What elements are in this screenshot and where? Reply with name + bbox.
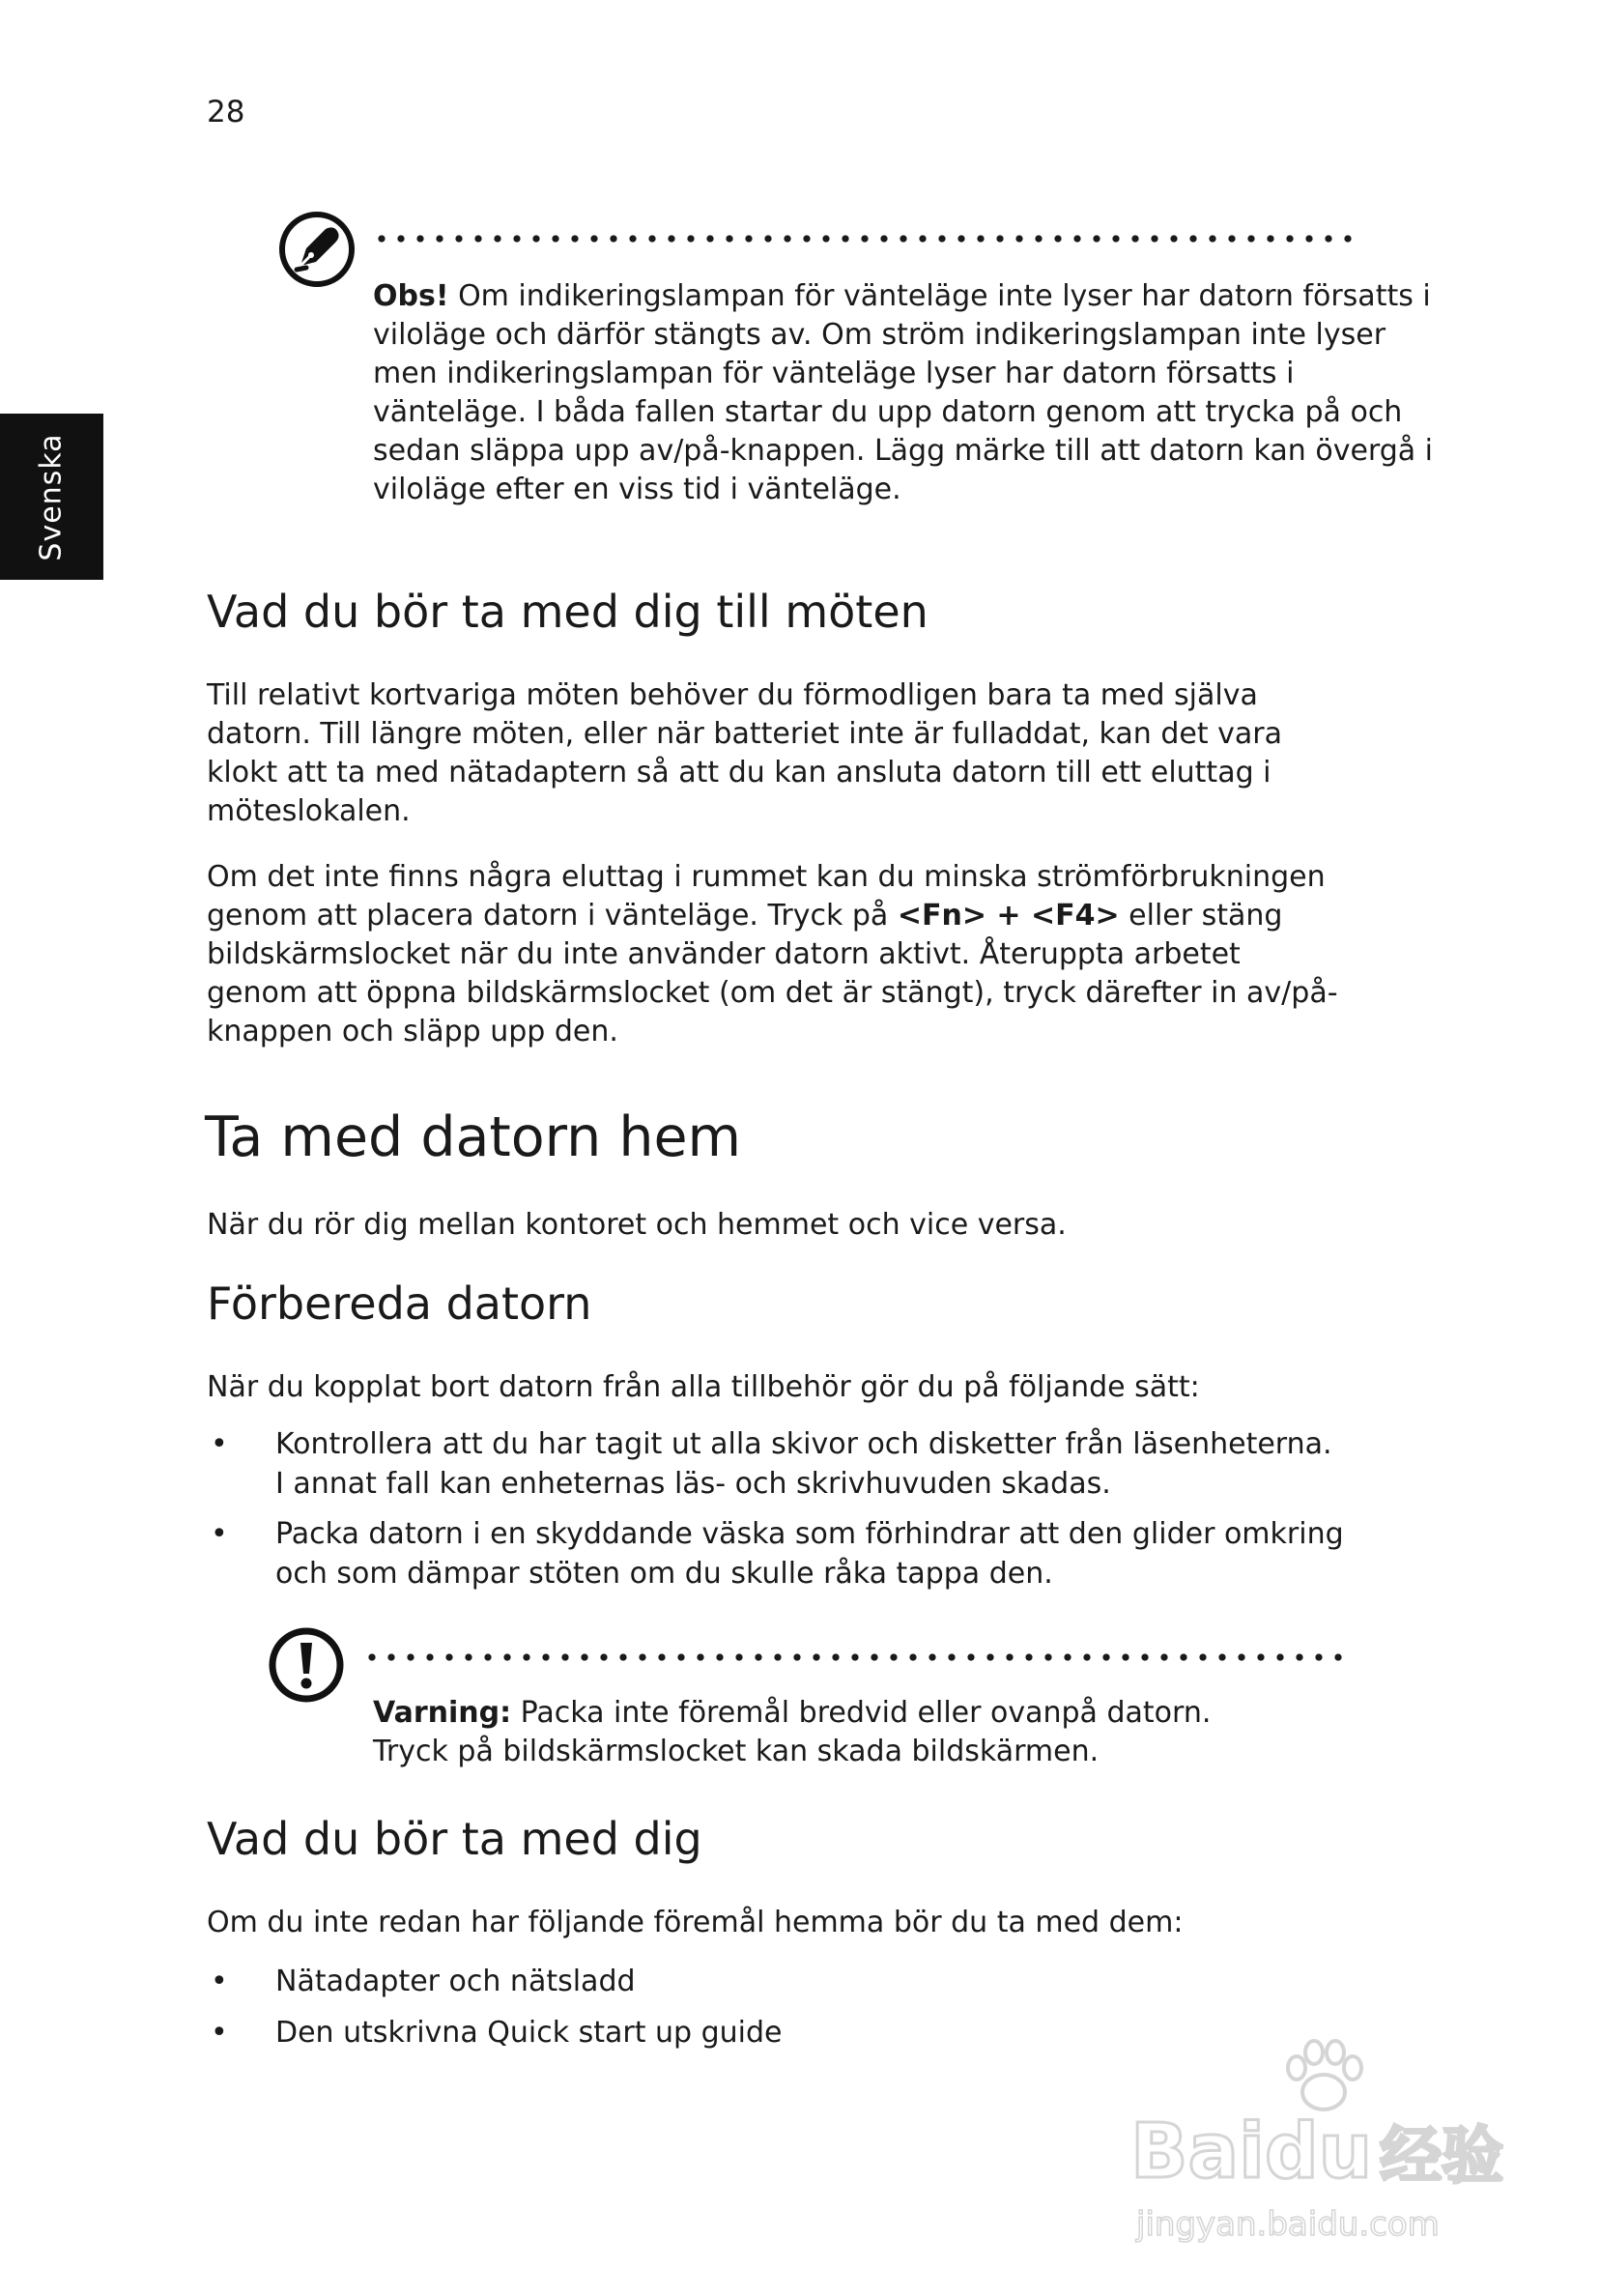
bring-intro: Om du inte redan har följande föremål hemma bör du ta med dem:: [207, 1906, 1184, 1939]
language-side-tab-label: Svenska: [35, 432, 70, 561]
list-item-text: Kontrollera att du har tagit ut alla skivor och disketter från läsenheterna. I annat fall kan enheternas läs- och skrivhuvuden skadas.: [275, 1427, 1332, 1501]
list-item: [207, 1424, 1348, 1504]
paw-icon: [1275, 2039, 1372, 2116]
key-combination: <Fn> + <F4>: [897, 899, 1120, 933]
note-label: Obs!: [373, 279, 449, 313]
meetings-paragraph-2: [207, 858, 1347, 1051]
meetings-paragraph-1: Till relativt kortvariga möten behöver du förmodligen bara ta med själva datorn. Till längre möten, eller när batteriet inte är fulladdat, kan det vara klokt att ta med nätadaptern så att du kan ansluta datorn till ett eluttag i möteslokalen.: [207, 678, 1282, 828]
note-icon-wrap: [277, 210, 357, 289]
bullet-icon: •: [211, 1427, 228, 1461]
warning-text: [373, 1694, 1223, 1771]
meetings-para2-after: eller stäng bildskärmslocket när du inte använder datorn aktivt. Återuppta arbetet genom att öppna bildskärmslocket (om det är stängt), tryck därefter in av/på-knappen och släpp upp den.: [207, 899, 1338, 1048]
heading-meetings: Vad du bör ta med dig till möten: [207, 586, 929, 638]
list-item: [207, 1514, 1348, 1593]
note-text: [373, 277, 1436, 509]
warning-dotted-rule: [362, 1653, 1343, 1661]
warning-icon-wrap: [267, 1625, 346, 1705]
page-number: 28: [207, 95, 245, 129]
watermark-url: jingyan.baidu.com: [1136, 2205, 1440, 2244]
heading-take-home: Ta med datorn hem: [205, 1105, 742, 1169]
bullet-icon: •: [211, 1517, 228, 1551]
heading-prepare: Förbereda datorn: [207, 1277, 592, 1330]
note-body: Om indikeringslampan för vänteläge inte lyser har datorn försatts i viloläge och därför stängts av. Om ström indikeringslampan inte lyser men indikeringslampan för vänteläge lyser har datorn försatts i vänteläge. I båda fallen startar du upp datorn genom att trycka på och sedan släppa upp av/på-knappen. Lägg märke till att datorn kan övergå i viloläge efter en viss tid i vänteläge.: [373, 279, 1434, 506]
warning-exclamation-icon: [267, 1625, 346, 1705]
bullet-icon: •: [211, 1965, 228, 1998]
take-home-intro: När du rör dig mellan kontoret och hemmet och vice versa.: [207, 1208, 1067, 1242]
list-item-text: Den utskrivna Quick start up guide: [275, 2016, 783, 2050]
prepare-intro: När du kopplat bort datorn från alla tillbehör gör du på följande sätt:: [207, 1370, 1200, 1404]
meetings-para2-before: Om det inte finns några eluttag i rummet kan du minska strömförbrukningen genom att placera datorn i vänteläge. Tryck på: [207, 860, 1326, 933]
baidu-watermark: [1130, 2039, 1504, 2261]
list-item-text: Packa datorn i en skyddande väska som förhindrar att den glider omkring och som dämpar stöten om du skulle råka tappa den.: [275, 1517, 1344, 1591]
bullet-icon: •: [211, 2016, 228, 2050]
watermark-brand: Baidu 经验: [1130, 2109, 1504, 2196]
list-item-text: Nätadapter och nätsladd: [275, 1965, 636, 1998]
language-side-tab: [0, 414, 103, 580]
heading-bring: Vad du bör ta med dig: [207, 1813, 702, 1865]
list-item: [207, 1962, 1348, 2001]
warning-body: Packa inte föremål bredvid eller ovanpå datorn. Tryck på bildskärmslocket kan skada bildskärmen.: [373, 1696, 1212, 1768]
note-pen-icon: [277, 210, 357, 289]
note-dotted-rule: [372, 235, 1353, 243]
warning-label: Varning:: [373, 1696, 512, 1730]
